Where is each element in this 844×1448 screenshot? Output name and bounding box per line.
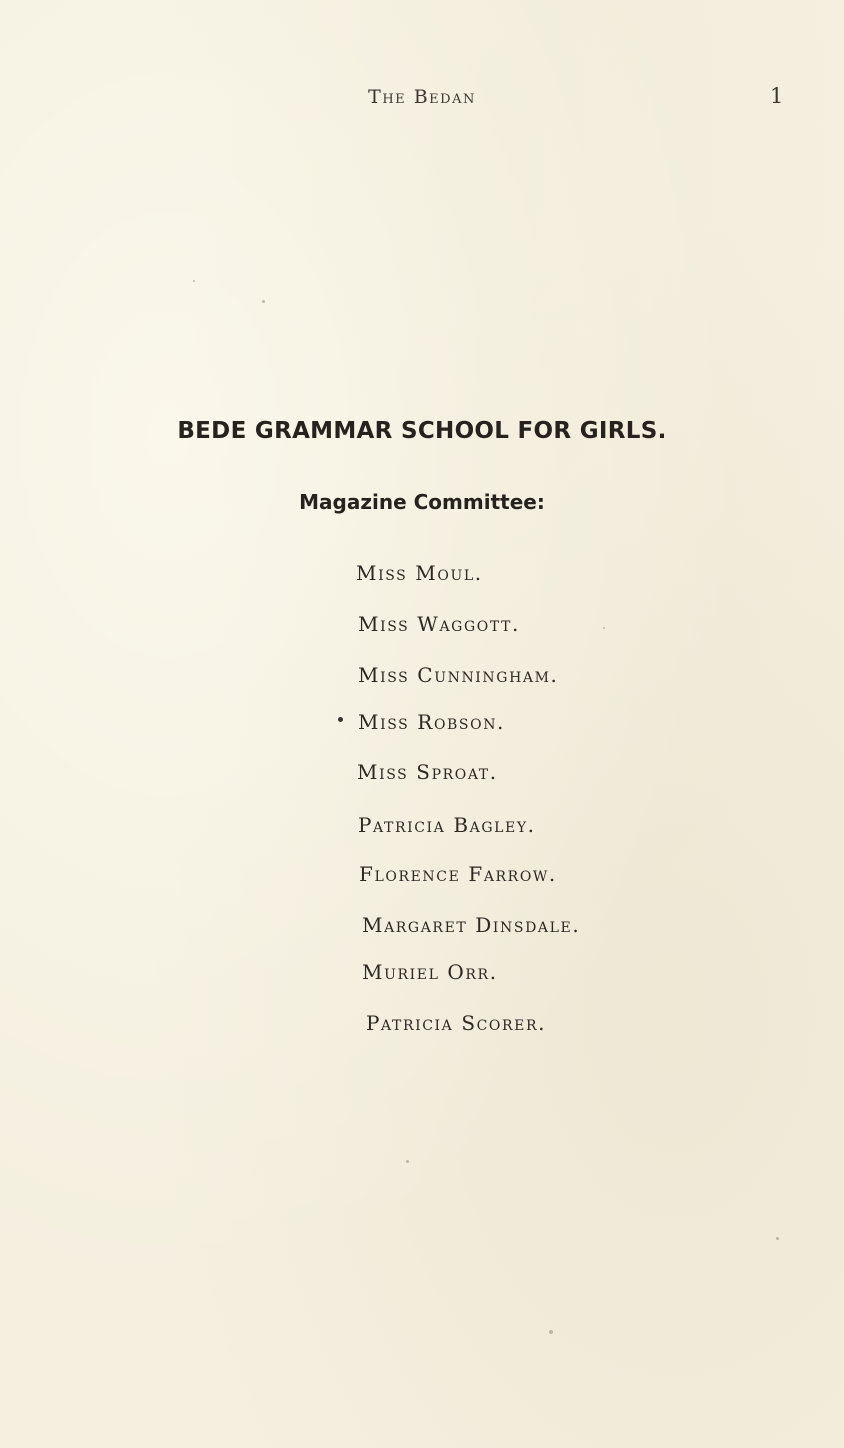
paper-speck [603, 627, 605, 629]
committee-member: Miss Sproat. [357, 760, 498, 784]
committee-member: Patricia Scorer. [366, 1011, 547, 1035]
committee-member: Florence Farrow. [359, 862, 557, 886]
paper-speck [406, 1160, 409, 1163]
committee-member: Muriel Orr. [362, 960, 498, 984]
paper-speck [262, 300, 265, 303]
paper-speck [193, 280, 195, 282]
paper-speck [549, 1330, 553, 1334]
list-bullet-dot [338, 717, 343, 722]
page-number: 1 [770, 84, 784, 108]
committee-member: Miss Robson. [358, 710, 506, 734]
committee-member: Margaret Dinsdale. [362, 913, 581, 937]
committee-member: Miss Waggott. [358, 612, 520, 636]
paper-speck [776, 1237, 779, 1240]
committee-member: Patricia Bagley. [358, 813, 536, 837]
running-title: The Bedan [368, 86, 476, 108]
committee-member: Miss Moul. [356, 561, 483, 585]
committee-member: Miss Cunningham. [358, 663, 559, 687]
committee-heading: Magazine Committee: [299, 490, 545, 514]
school-name-heading: BEDE GRAMMAR SCHOOL FOR GIRLS. [177, 418, 667, 444]
